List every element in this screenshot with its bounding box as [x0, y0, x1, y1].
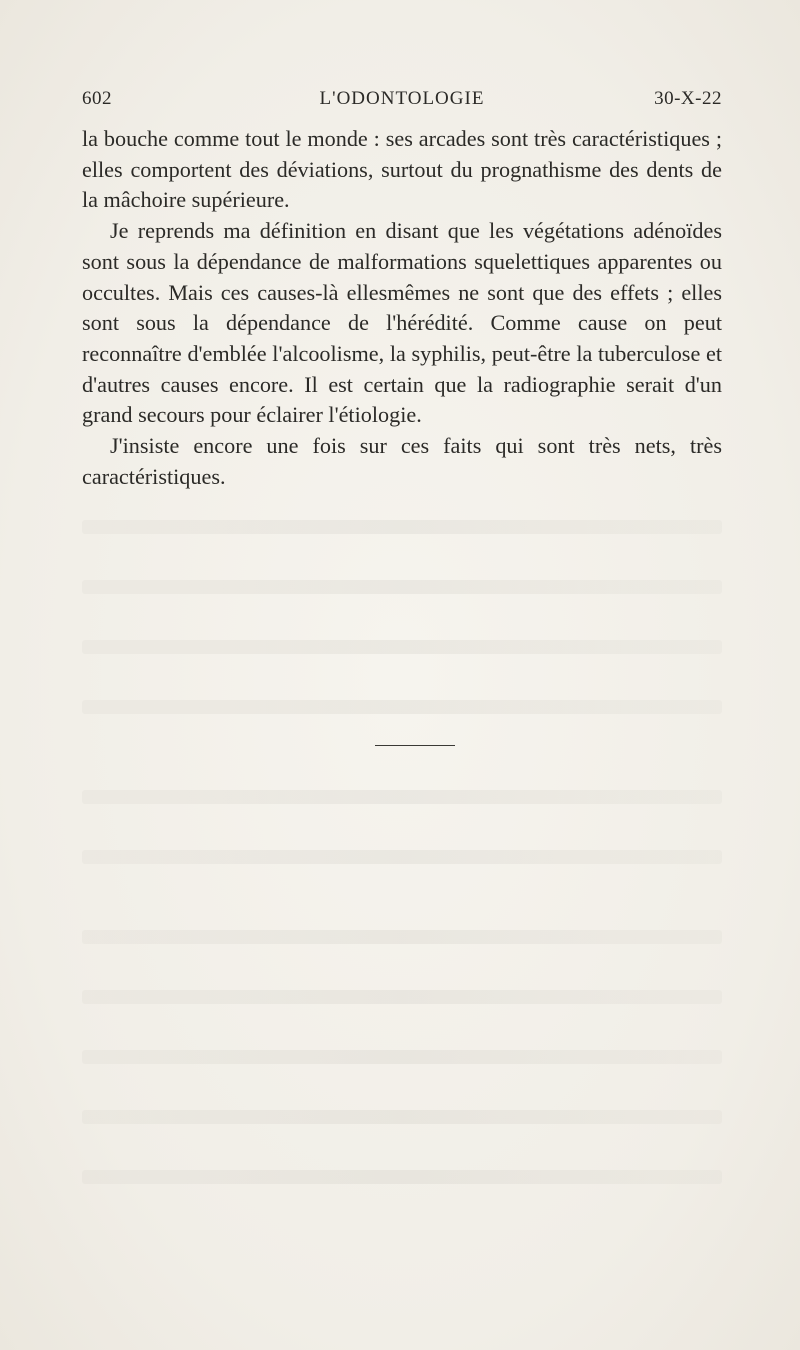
- bleed-through-line: [82, 790, 722, 804]
- running-header: [82, 88, 722, 116]
- paragraph: la bouche comme tout le monde : ses arcades sont très caractéristiques ; elles comportent des déviations, surtout du prognathisme des dents de la mâchoire supérieure.: [82, 126, 722, 213]
- issue-date: 30-X-22: [654, 88, 722, 109]
- paragraph: J'insiste encore une fois sur ces faits qui sont très nets, très caractéristiques.: [82, 433, 722, 489]
- bleed-through-line: [82, 850, 722, 864]
- bleed-through-line: [82, 1050, 722, 1064]
- bleed-through-line: [82, 930, 722, 944]
- bleed-through-line: [82, 990, 722, 1004]
- running-title: L'ODONTOLOGIE: [319, 88, 485, 109]
- bleed-through-line: [82, 1110, 722, 1124]
- body-text: [82, 124, 722, 492]
- section-divider: [375, 745, 455, 746]
- page-number: 602: [82, 88, 112, 109]
- bleed-through-line: [82, 580, 722, 594]
- bleed-through-line: [82, 1170, 722, 1184]
- bleed-through-line: [82, 700, 722, 714]
- bleed-through-line: [82, 640, 722, 654]
- paragraph: Je reprends ma définition en disant que les végétations adénoïdes sont sous la dépendance de malformations squelettiques apparentes ou occultes. Mais ces causes-là ellesmêmes ne sont que des effets ; elles sont sous la dépendance de l'hérédité. Comme cause on peut reconnaître d'emblée l'alcoolisme, la syphilis, peut-être la tuberculose et d'autres causes encore. Il est certain que la radiographie serait d'un grand secours pour éclairer l'étiologie.: [82, 218, 722, 428]
- bleed-through-line: [82, 520, 722, 534]
